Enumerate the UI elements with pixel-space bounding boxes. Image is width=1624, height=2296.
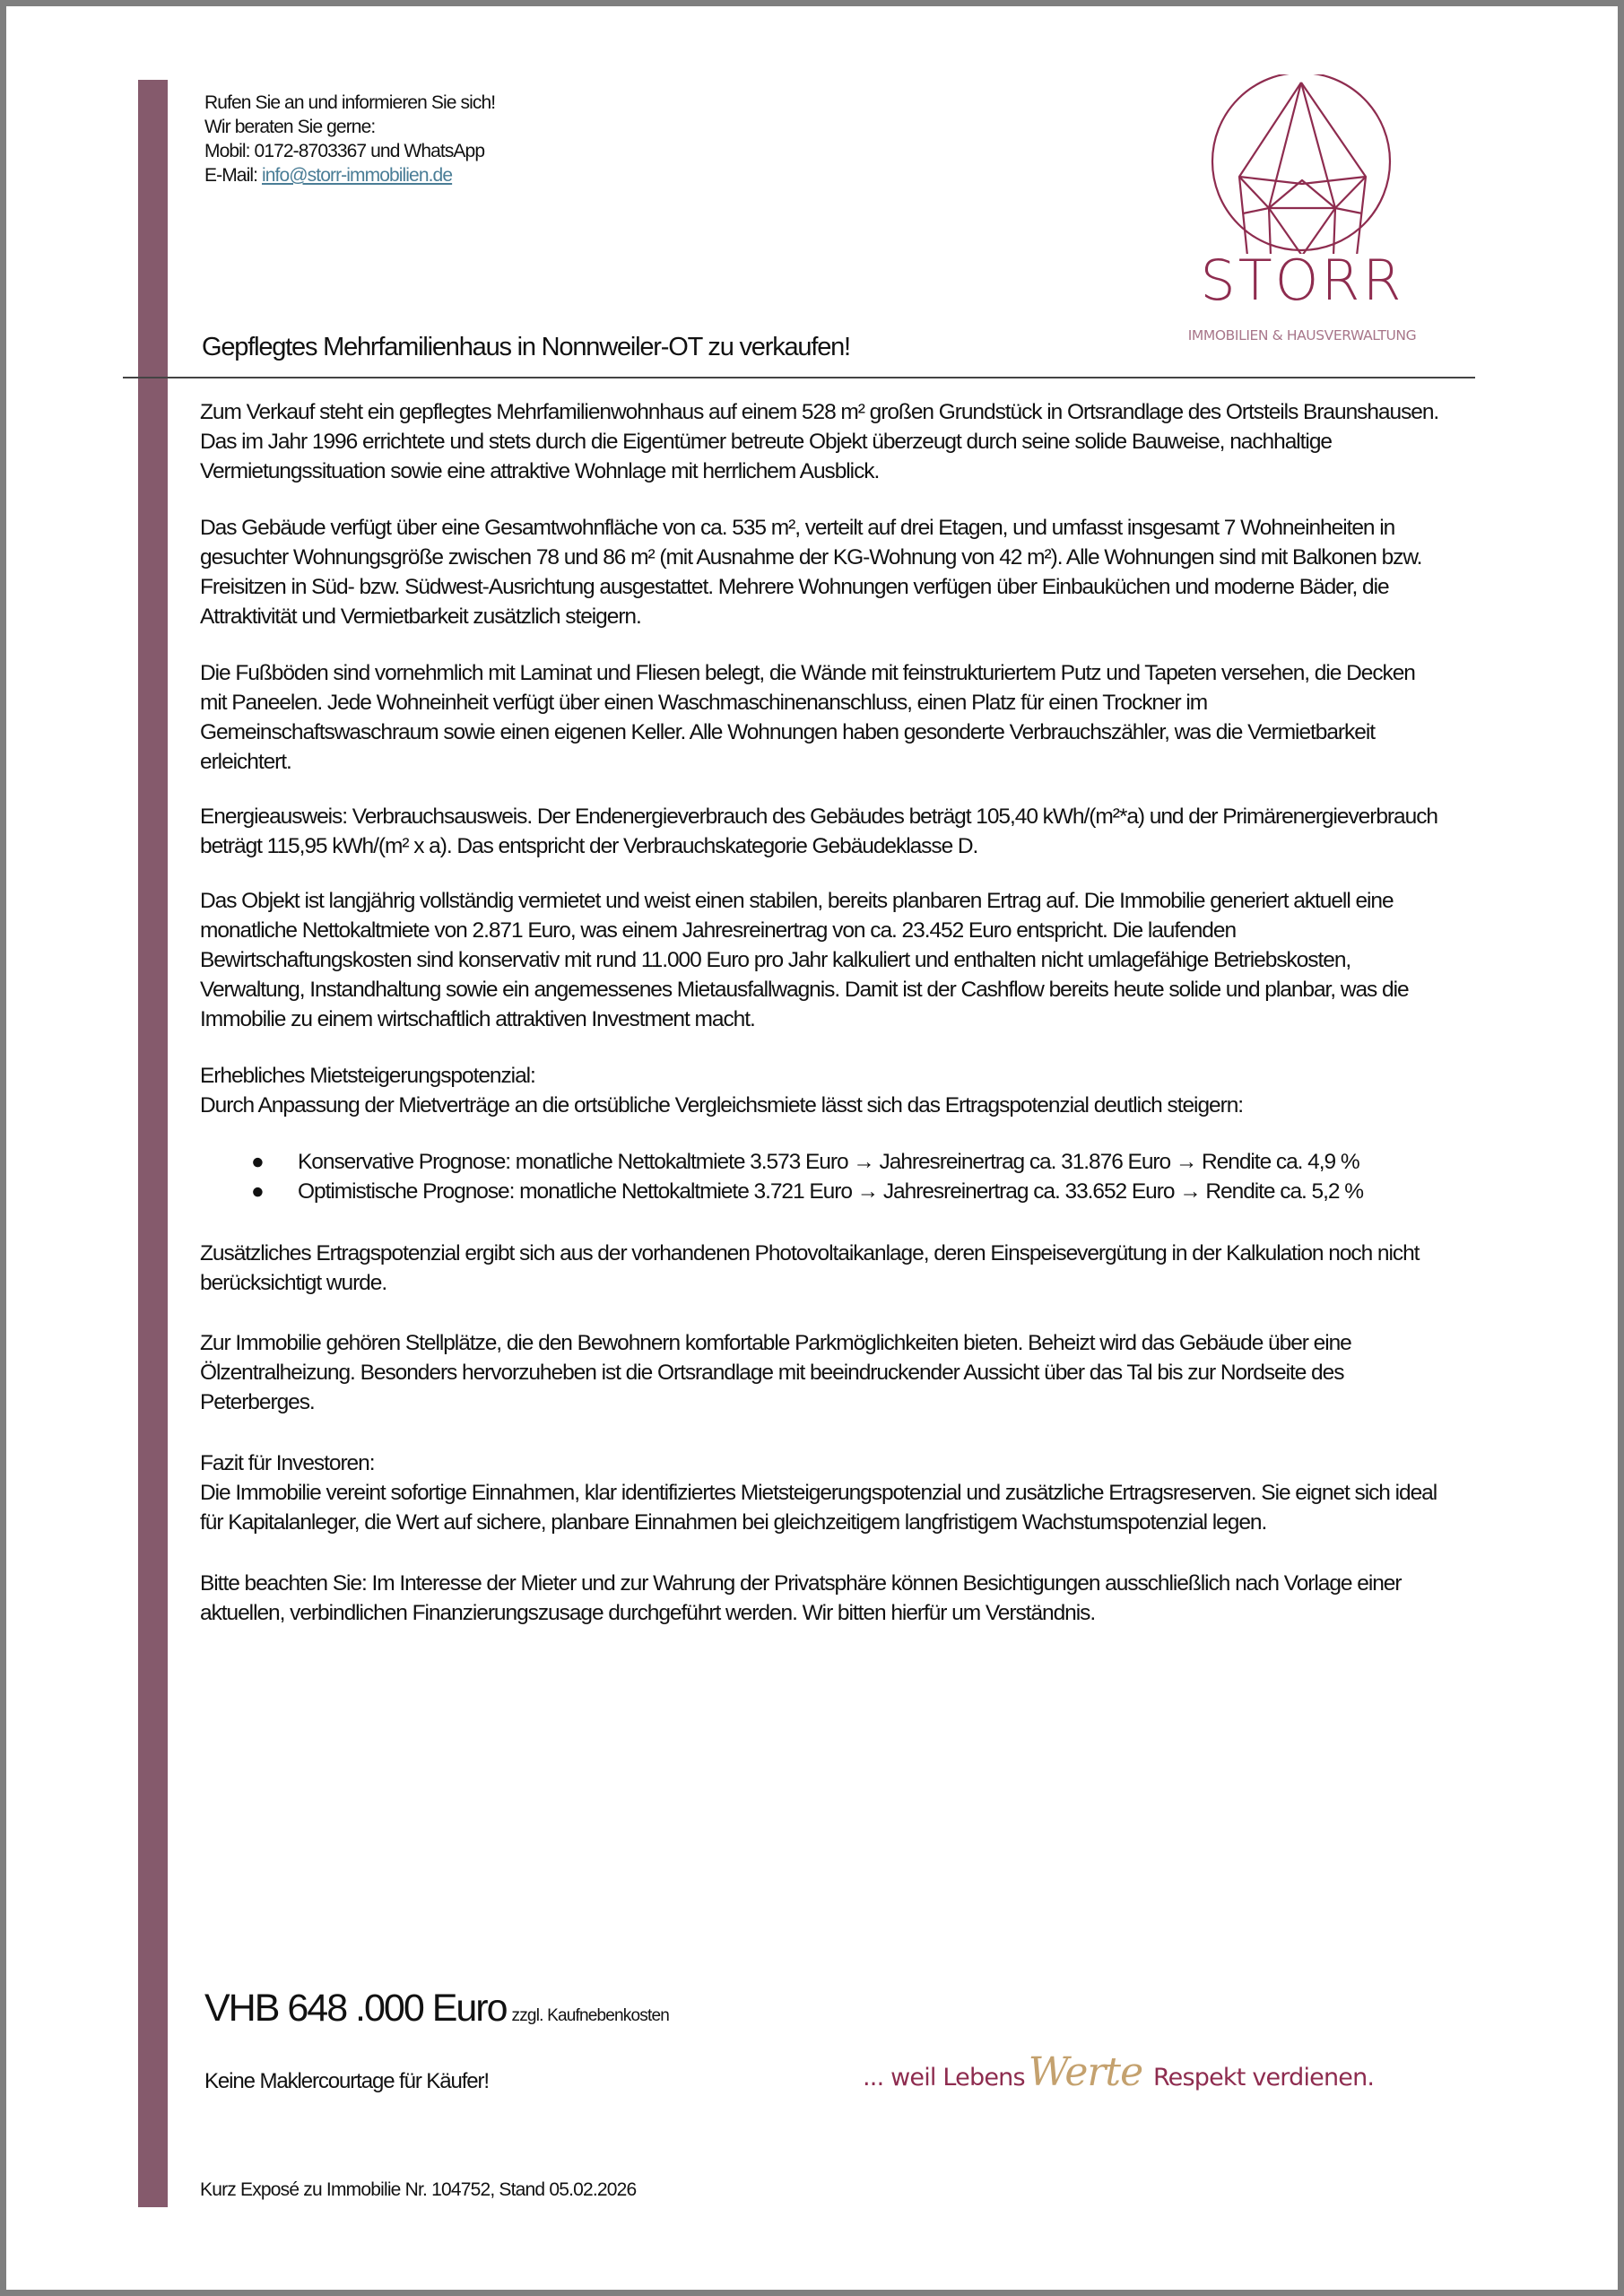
paragraph-pv: Zusätzliches Ertragspotenzial ergibt sich aus der vorhandenen Photovoltaikanlage, deren Einspeisevergütung in der Kalkulation noch nicht berücksichtigt wurde. bbox=[200, 1241, 1420, 1295]
bullet-icon: ● bbox=[251, 1150, 264, 1174]
email-label: E-Mail: bbox=[204, 165, 262, 186]
list-item bbox=[200, 1147, 1446, 1177]
brand-slogan bbox=[863, 2049, 1374, 2095]
slogan-script: Werte bbox=[1028, 2049, 1143, 2095]
paragraph-energy: Energieausweis: Verbrauchsausweis. Der Endenergieverbrauch des Gebäudes beträgt 105,40 kWh/(m²*a) und der Primärenergieverbrauch beträgt 115,95 kWh/(m² x a). Das entspricht der Verbrauchskategorie Gebäudeklasse D. bbox=[200, 804, 1437, 858]
logo-wordmark: STORR bbox=[1200, 248, 1404, 313]
storr-logo bbox=[1154, 74, 1450, 352]
list-item bbox=[200, 1177, 1446, 1206]
paragraph-parking: Zur Immobilie gehören Stellplätze, die den Bewohnern komfortable Parkmöglichkeiten bieten. Beheizt wird das Gebäude über eine Ölzentralheizung. Besonders hervorzuheben ist die Ortsrandlage mit beeindruckender Aussicht über das Tal bis zur Nordseite des Peterberges. bbox=[200, 1331, 1351, 1414]
price-value: VHB 648 .000 Euro bbox=[204, 1987, 507, 2030]
slogan-part-1: ... weil Lebens bbox=[863, 2064, 1025, 2092]
potential-text: Durch Anpassung der Mietverträge an die ortsübliche Vergleichsmiete lässt sich das Ertragspotenzial deutlich steigern: bbox=[200, 1093, 1244, 1118]
contact-block bbox=[204, 91, 495, 187]
contact-phone: Mobil: 0172-8703367 und WhatsApp bbox=[204, 141, 485, 161]
email-link[interactable]: info@storr-immobilien.de bbox=[261, 165, 453, 186]
contact-line-1: Rufen Sie an und informieren Sie sich! bbox=[204, 92, 496, 113]
logo-subtitle: IMMOBILIEN & HAUSVERWALTUNG bbox=[1187, 327, 1417, 344]
footer-reference: Kurz Exposé zu Immobilie Nr. 104752, Stand 05.02.2026 bbox=[200, 2179, 637, 2200]
page-title: Gepflegtes Mehrfamilienhaus in Nonnweiler-OT zu verkaufen! bbox=[202, 333, 850, 361]
no-commission-note: Keine Maklercourtage für Käufer! bbox=[204, 2069, 489, 2093]
document-page bbox=[6, 6, 1618, 2290]
bullet-icon: ● bbox=[251, 1179, 264, 1204]
paragraph-viewing: Bitte beachten Sie: Im Interesse der Mieter und zur Wahrung der Privatsphäre können Besichtigungen ausschließlich nach Vorlage einer aktuellen, verbindlichen Finanzierungszusage durchgeführt werden. Wir bitten hierfür um Verständnis. bbox=[200, 1571, 1402, 1625]
forecast-optimistic: Optimistische Prognose: monatliche Nettokaltmiete 3.721 Euro → Jahresreinertrag ca. 33.652 Euro → Rendite ca. 5,2 % bbox=[298, 1179, 1363, 1204]
forecast-conservative: Konservative Prognose: monatliche Nettokaltmiete 3.573 Euro → Jahresreinertrag ca. 31.876 Euro → Rendite ca. 4,9 % bbox=[298, 1150, 1359, 1174]
forecast-list bbox=[200, 1147, 1446, 1206]
slogan-part-2: Respekt verdienen. bbox=[1146, 2064, 1375, 2092]
contact-line-2: Wir beraten Sie gerne: bbox=[204, 117, 376, 137]
expose-body bbox=[200, 397, 1446, 1628]
house-in-circle-icon bbox=[1154, 74, 1450, 254]
accent-sidebar-bar bbox=[138, 80, 168, 2207]
price-note: zzgl. Kaufnebenkosten bbox=[511, 2006, 669, 2025]
paragraph-building: Das Gebäude verfügt über eine Gesamtwohnfläche von ca. 535 m², verteilt auf drei Etagen, und umfasst insgesamt 7 Wohneinheiten in gesuchter Wohnungsgröße zwischen 78 und 86 m² (mit Ausnahme der KG-Wohnung von 42 m²). Alle Wohnungen sind mit Balkonen bzw. Freisitzen in Süd- bzw. Südwest-Ausrichtung ausgestattet. Mehrere Wohnungen verfügen über Einbauküchen und moderne Bäder, die Attraktivität und Vermietbarkeit zusätzlich steigern. bbox=[200, 516, 1422, 629]
contact-email-row bbox=[204, 163, 495, 187]
paragraph-interior: Die Fußböden sind vornehmlich mit Laminat und Fliesen belegt, die Wände mit feinstrukturiertem Putz und Tapeten versehen, die Decken mit Paneelen. Jede Wohneinheit verfügt über einen Waschmaschinenanschluss, einen Platz für einen Trockner im Gemeinschaftswaschraum sowie einen eigenen Keller. Alle Wohnungen haben gesonderte Verbrauchszähler, was die Vermietbarkeit erleichtert. bbox=[200, 661, 1415, 774]
potential-heading: Erhebliches Mietsteigerungspotenzial: bbox=[200, 1064, 535, 1088]
title-divider bbox=[123, 377, 1475, 378]
paragraph-income: Das Objekt ist langjährig vollständig vermietet und weist einen stabilen, bereits planbaren Ertrag auf. Die Immobilie generiert aktuell eine monatliche Nettokaltmiete von 2.871 Euro, was einem Jahresreinertrag von ca. 23.452 Euro entspricht. Die laufenden Bewirtschaftungskosten sind konservativ mit rund 11.000 Euro pro Jahr kalkuliert und enthalten nicht umlagefähige Betriebskosten, Verwaltung, Instandhaltung sowie ein angemessenes Mietausfallwagnis. Damit ist der Cashflow bereits heute solide und planbar, was die Immobilie zu einem wirtschaftlich attraktiven Investment macht. bbox=[200, 889, 1409, 1031]
price-row bbox=[204, 1987, 669, 2031]
conclusion-text: Die Immobilie vereint sofortige Einnahmen, klar identifiziertes Mietsteigerungspotenzial und zusätzliche Ertragsreserven. Sie eignet sich ideal für Kapitalanleger, die Wert auf sichere, planbare Einnahmen bei gleichzeitigem langfristigem Wachstumspotenzial legen. bbox=[200, 1481, 1437, 1535]
conclusion-heading: Fazit für Investoren: bbox=[200, 1451, 375, 1475]
paragraph-intro: Zum Verkauf steht ein gepflegtes Mehrfamilienwohnhaus auf einem 528 m² großen Grundstück in Ortsrandlage des Ortsteils Braunshausen. Das im Jahr 1996 errichtete und stets durch die Eigentümer betreute Objekt überzeugt durch seine solide Bauweise, nachhaltige Vermietungssituation sowie eine attraktive Wohnlage mit herrlichem Ausblick. bbox=[200, 400, 1439, 483]
